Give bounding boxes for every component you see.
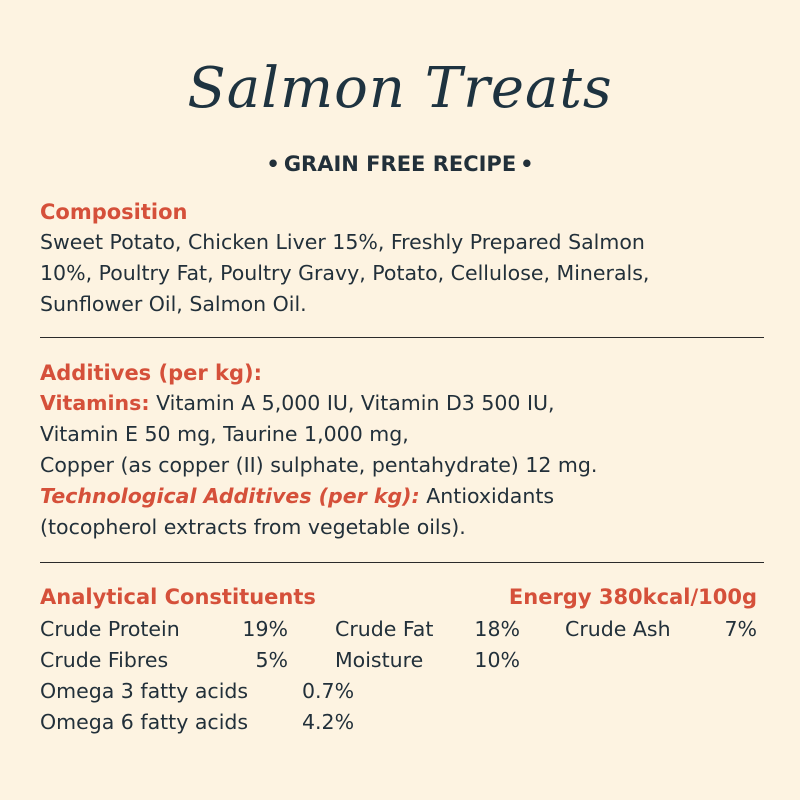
vitamins-line-1 xyxy=(40,388,760,419)
moisture-value: 10% xyxy=(474,648,520,672)
divider-2 xyxy=(40,562,764,563)
omega3-value: 0.7% xyxy=(302,679,355,703)
composition-line-1: Sweet Potato, Chicken Liver 15%, Freshly Prepared Salmon xyxy=(40,230,645,254)
crude-fibres-label: Crude Fibres xyxy=(40,648,169,672)
crude-fibres-value: 5% xyxy=(255,648,288,672)
crude-protein-value: 19% xyxy=(242,617,288,641)
tech-additives-line-1 xyxy=(40,481,760,512)
analytical-header-row xyxy=(40,583,757,612)
tech-additives-text-1: Antioxidants xyxy=(419,484,555,508)
nutrient-row-4 xyxy=(40,707,757,738)
crude-ash-label: Crude Ash xyxy=(565,617,671,641)
page-title: Salmon Treats xyxy=(187,56,613,121)
omega6-value: 4.2% xyxy=(302,710,355,734)
vitamins-line-3: Copper (as copper (II) sulphate, pentahydrate) 12 mg. xyxy=(40,453,598,477)
composition-section xyxy=(40,198,760,320)
analytical-heading: Analytical Constituents xyxy=(40,585,316,609)
bullet-left: • xyxy=(266,152,280,176)
composition-line-2: 10%, Poultry Fat, Poultry Gravy, Potato, Cellulose, Minerals, xyxy=(40,261,650,285)
omega3-label: Omega 3 fatty acids xyxy=(40,679,249,703)
vitamins-text-1: Vitamin A 5,000 IU, Vitamin D3 500 IU, xyxy=(149,391,555,415)
crude-ash-value: 7% xyxy=(724,617,757,641)
tech-additives-label: Technological Additives (per kg): xyxy=(40,484,420,508)
additives-section xyxy=(40,359,760,543)
page-subtitle xyxy=(0,148,800,180)
tech-additives-line-2: (tocopherol extracts from vegetable oils). xyxy=(40,515,466,539)
composition-line-3: Sunflower Oil, Salmon Oil. xyxy=(40,292,307,316)
crude-fat-value: 18% xyxy=(474,617,520,641)
additives-heading: Additives (per kg): xyxy=(40,361,263,385)
moisture-label: Moisture xyxy=(335,648,424,672)
vitamins-line-2: Vitamin E 50 mg, Taurine 1,000 mg, xyxy=(40,422,409,446)
nutrient-row-2 xyxy=(40,645,757,676)
composition-heading: Composition xyxy=(40,200,188,224)
vitamins-label: Vitamins: xyxy=(40,391,150,415)
nutrient-row-3 xyxy=(40,676,757,707)
energy-value: Energy 380kcal/100g xyxy=(508,585,757,609)
divider-1 xyxy=(40,337,764,338)
omega6-label: Omega 6 fatty acids xyxy=(40,710,249,734)
subtitle-text: GRAIN FREE RECIPE xyxy=(283,152,517,176)
bullet-right: • xyxy=(520,152,534,176)
nutrient-row-1 xyxy=(40,614,757,645)
crude-fat-label: Crude Fat xyxy=(335,617,434,641)
crude-protein-label: Crude Protein xyxy=(40,617,180,641)
